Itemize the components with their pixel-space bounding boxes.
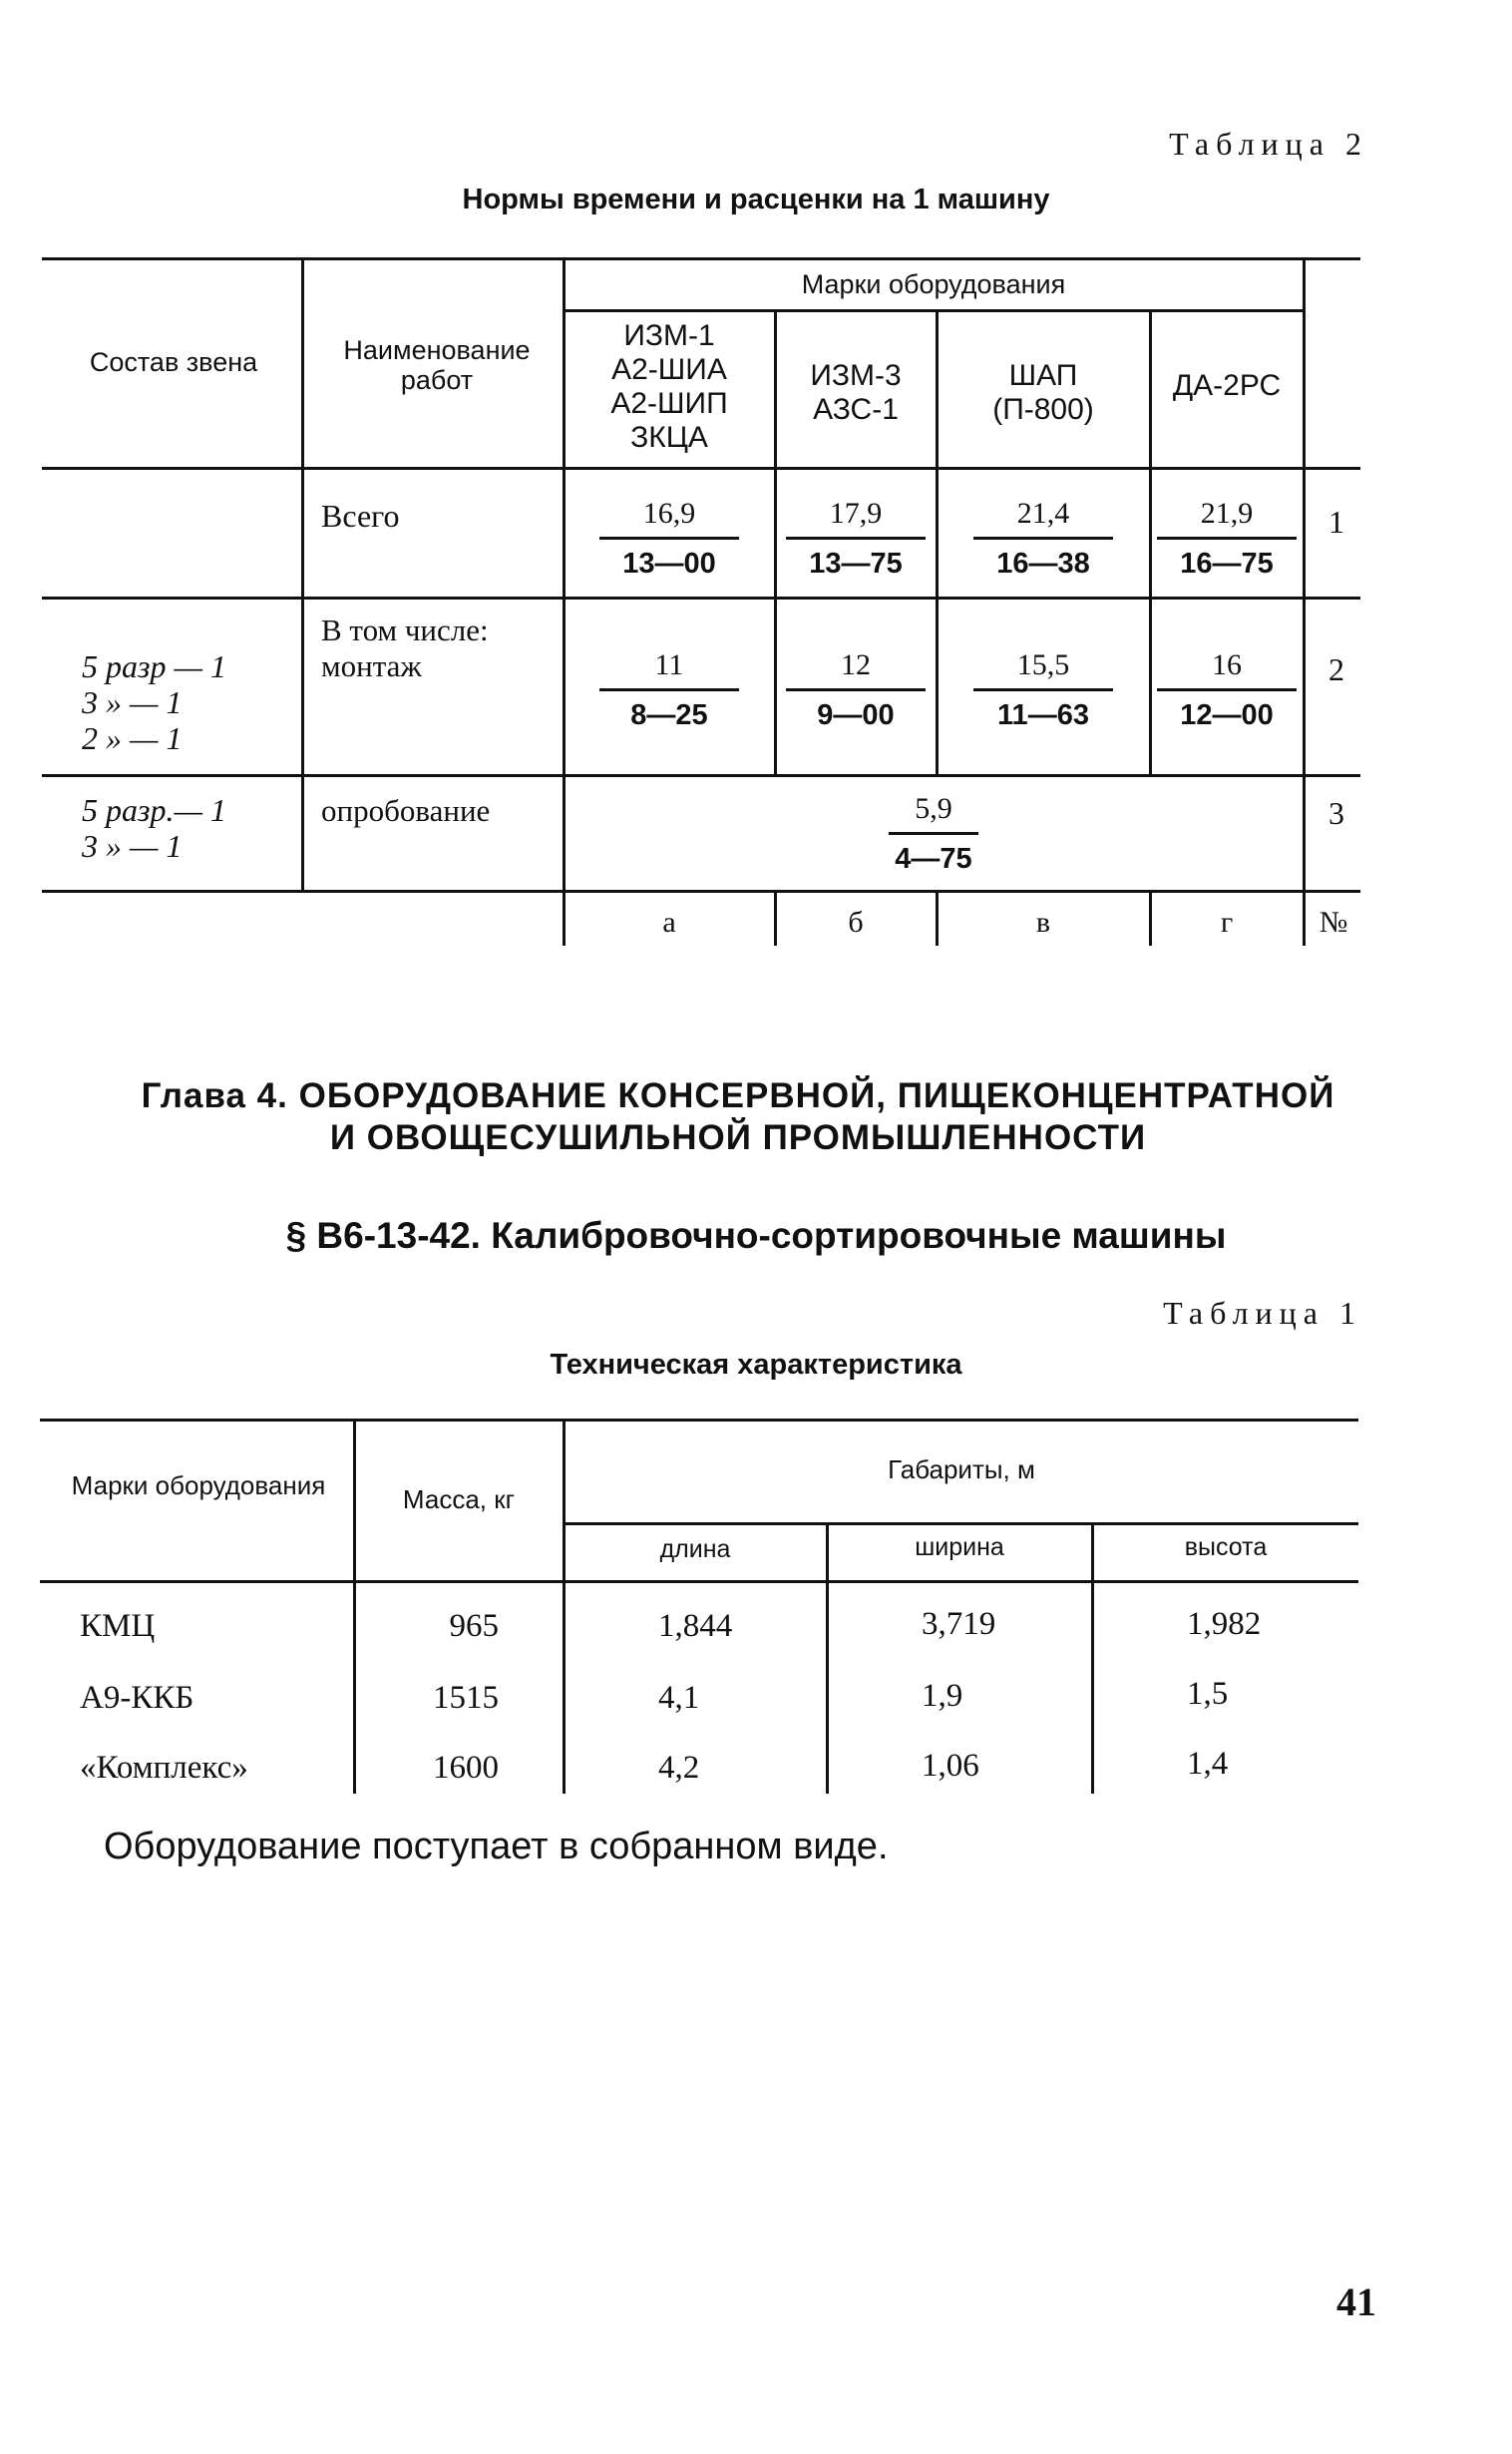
table1-label: Таблица 1 bbox=[1163, 1295, 1362, 1331]
row1-val-v: 21,4 16—38 bbox=[938, 497, 1149, 581]
row2-val-g: 16 12—00 bbox=[1151, 648, 1303, 732]
t1-row1-len: 1,844 bbox=[658, 1608, 733, 1644]
note-text: Оборудование поступает в собранном виде. bbox=[104, 1826, 889, 1867]
table2-caption: Нормы времени и расценки на 1 машину bbox=[462, 184, 1050, 215]
t1-row3-mark: «Комплекс» bbox=[80, 1750, 248, 1786]
row1-val-g: 21,9 16—75 bbox=[1151, 497, 1303, 581]
footer-g: г bbox=[1220, 906, 1234, 939]
t1-row3-hei: 1,4 bbox=[1187, 1746, 1229, 1782]
t1-row2-mass: 1515 bbox=[433, 1680, 499, 1716]
mark-col-b: ИЗМ-3 АЗС-1 bbox=[810, 359, 902, 426]
footer-v: в bbox=[1035, 906, 1051, 939]
t1-header-dims: Габариты, м bbox=[888, 1454, 1035, 1484]
row3-name: опробование bbox=[321, 793, 491, 828]
row1-val-a: 16,9 13—00 bbox=[565, 497, 774, 581]
t1-row1-wid: 3,719 bbox=[922, 1606, 996, 1642]
header-sostav: Состав звена bbox=[89, 347, 258, 377]
row3-sostav: 5 разр.— 1 3 » — 1 bbox=[82, 792, 226, 864]
table1-caption: Техническая характеристика bbox=[550, 1349, 962, 1381]
row3-no: 3 bbox=[1328, 795, 1344, 831]
t1-row2-mark: А9-ККБ bbox=[80, 1680, 194, 1716]
mark-col-a: ИЗМ-1 А2-ШИА А2-ШИП ЗКЦА bbox=[610, 319, 728, 454]
t1-header-height: высота bbox=[1184, 1533, 1268, 1561]
row1-no: 1 bbox=[1328, 504, 1344, 540]
table2-label: Таблица 2 bbox=[1169, 126, 1368, 162]
t1-header-mass: Масса, кг bbox=[402, 1484, 516, 1514]
t1-row1-hei: 1,982 bbox=[1187, 1606, 1262, 1642]
row2-val-v: 15,5 11—63 bbox=[938, 648, 1149, 732]
row1-name: Всего bbox=[321, 498, 400, 534]
page-number: 41 bbox=[1336, 2279, 1376, 2324]
t1-header-width: ширина bbox=[915, 1533, 1004, 1561]
row2-val-a: 11 8—25 bbox=[565, 648, 774, 732]
footer-no: № bbox=[1319, 906, 1348, 939]
header-name: Наименование работ bbox=[343, 335, 531, 395]
t1-row2-wid: 1,9 bbox=[922, 1678, 963, 1714]
section-heading: § В6-13-42. Калибровочно-сортировочные машины bbox=[285, 1215, 1227, 1256]
t1-row2-len: 4,1 bbox=[658, 1680, 700, 1716]
t1-row1-mass: 965 bbox=[449, 1608, 499, 1644]
t1-row2-hei: 1,5 bbox=[1187, 1676, 1229, 1712]
header-marks: Марки оборудования bbox=[801, 269, 1066, 299]
t1-header-marks: Марки оборудования bbox=[71, 1470, 326, 1500]
row1-val-b: 17,9 13—75 bbox=[776, 497, 936, 581]
t1-header-length: длина bbox=[659, 1535, 731, 1563]
t1-row3-wid: 1,06 bbox=[922, 1748, 979, 1784]
footer-b: б bbox=[848, 906, 864, 939]
mark-col-v: ШАП (П-800) bbox=[992, 359, 1094, 426]
t1-row1-mark: КМЦ bbox=[80, 1608, 156, 1644]
mark-col-g: ДА-2РС bbox=[1172, 369, 1282, 402]
t1-row3-mass: 1600 bbox=[433, 1750, 499, 1786]
row2-sostav: 5 разр — 1 3 » — 1 2 » — 1 bbox=[82, 648, 226, 756]
t1-row3-len: 4,2 bbox=[658, 1750, 700, 1786]
row3-val-merged: 5,9 4—75 bbox=[864, 792, 1003, 876]
row2-name: В том числе: монтаж bbox=[321, 613, 489, 683]
chapter-heading: Глава 4. ОБОРУДОВАНИЕ КОНСЕРВНОЙ, ПИЩЕКОНЦЕНТРАТНОЙ И ОВОЩЕСУШИЛЬНОЙ ПРОМЫШЛЕННОСТИ bbox=[141, 1076, 1335, 1157]
footer-a: а bbox=[662, 906, 676, 939]
row2-no: 2 bbox=[1328, 651, 1344, 687]
row2-val-b: 12 9—00 bbox=[776, 648, 936, 732]
